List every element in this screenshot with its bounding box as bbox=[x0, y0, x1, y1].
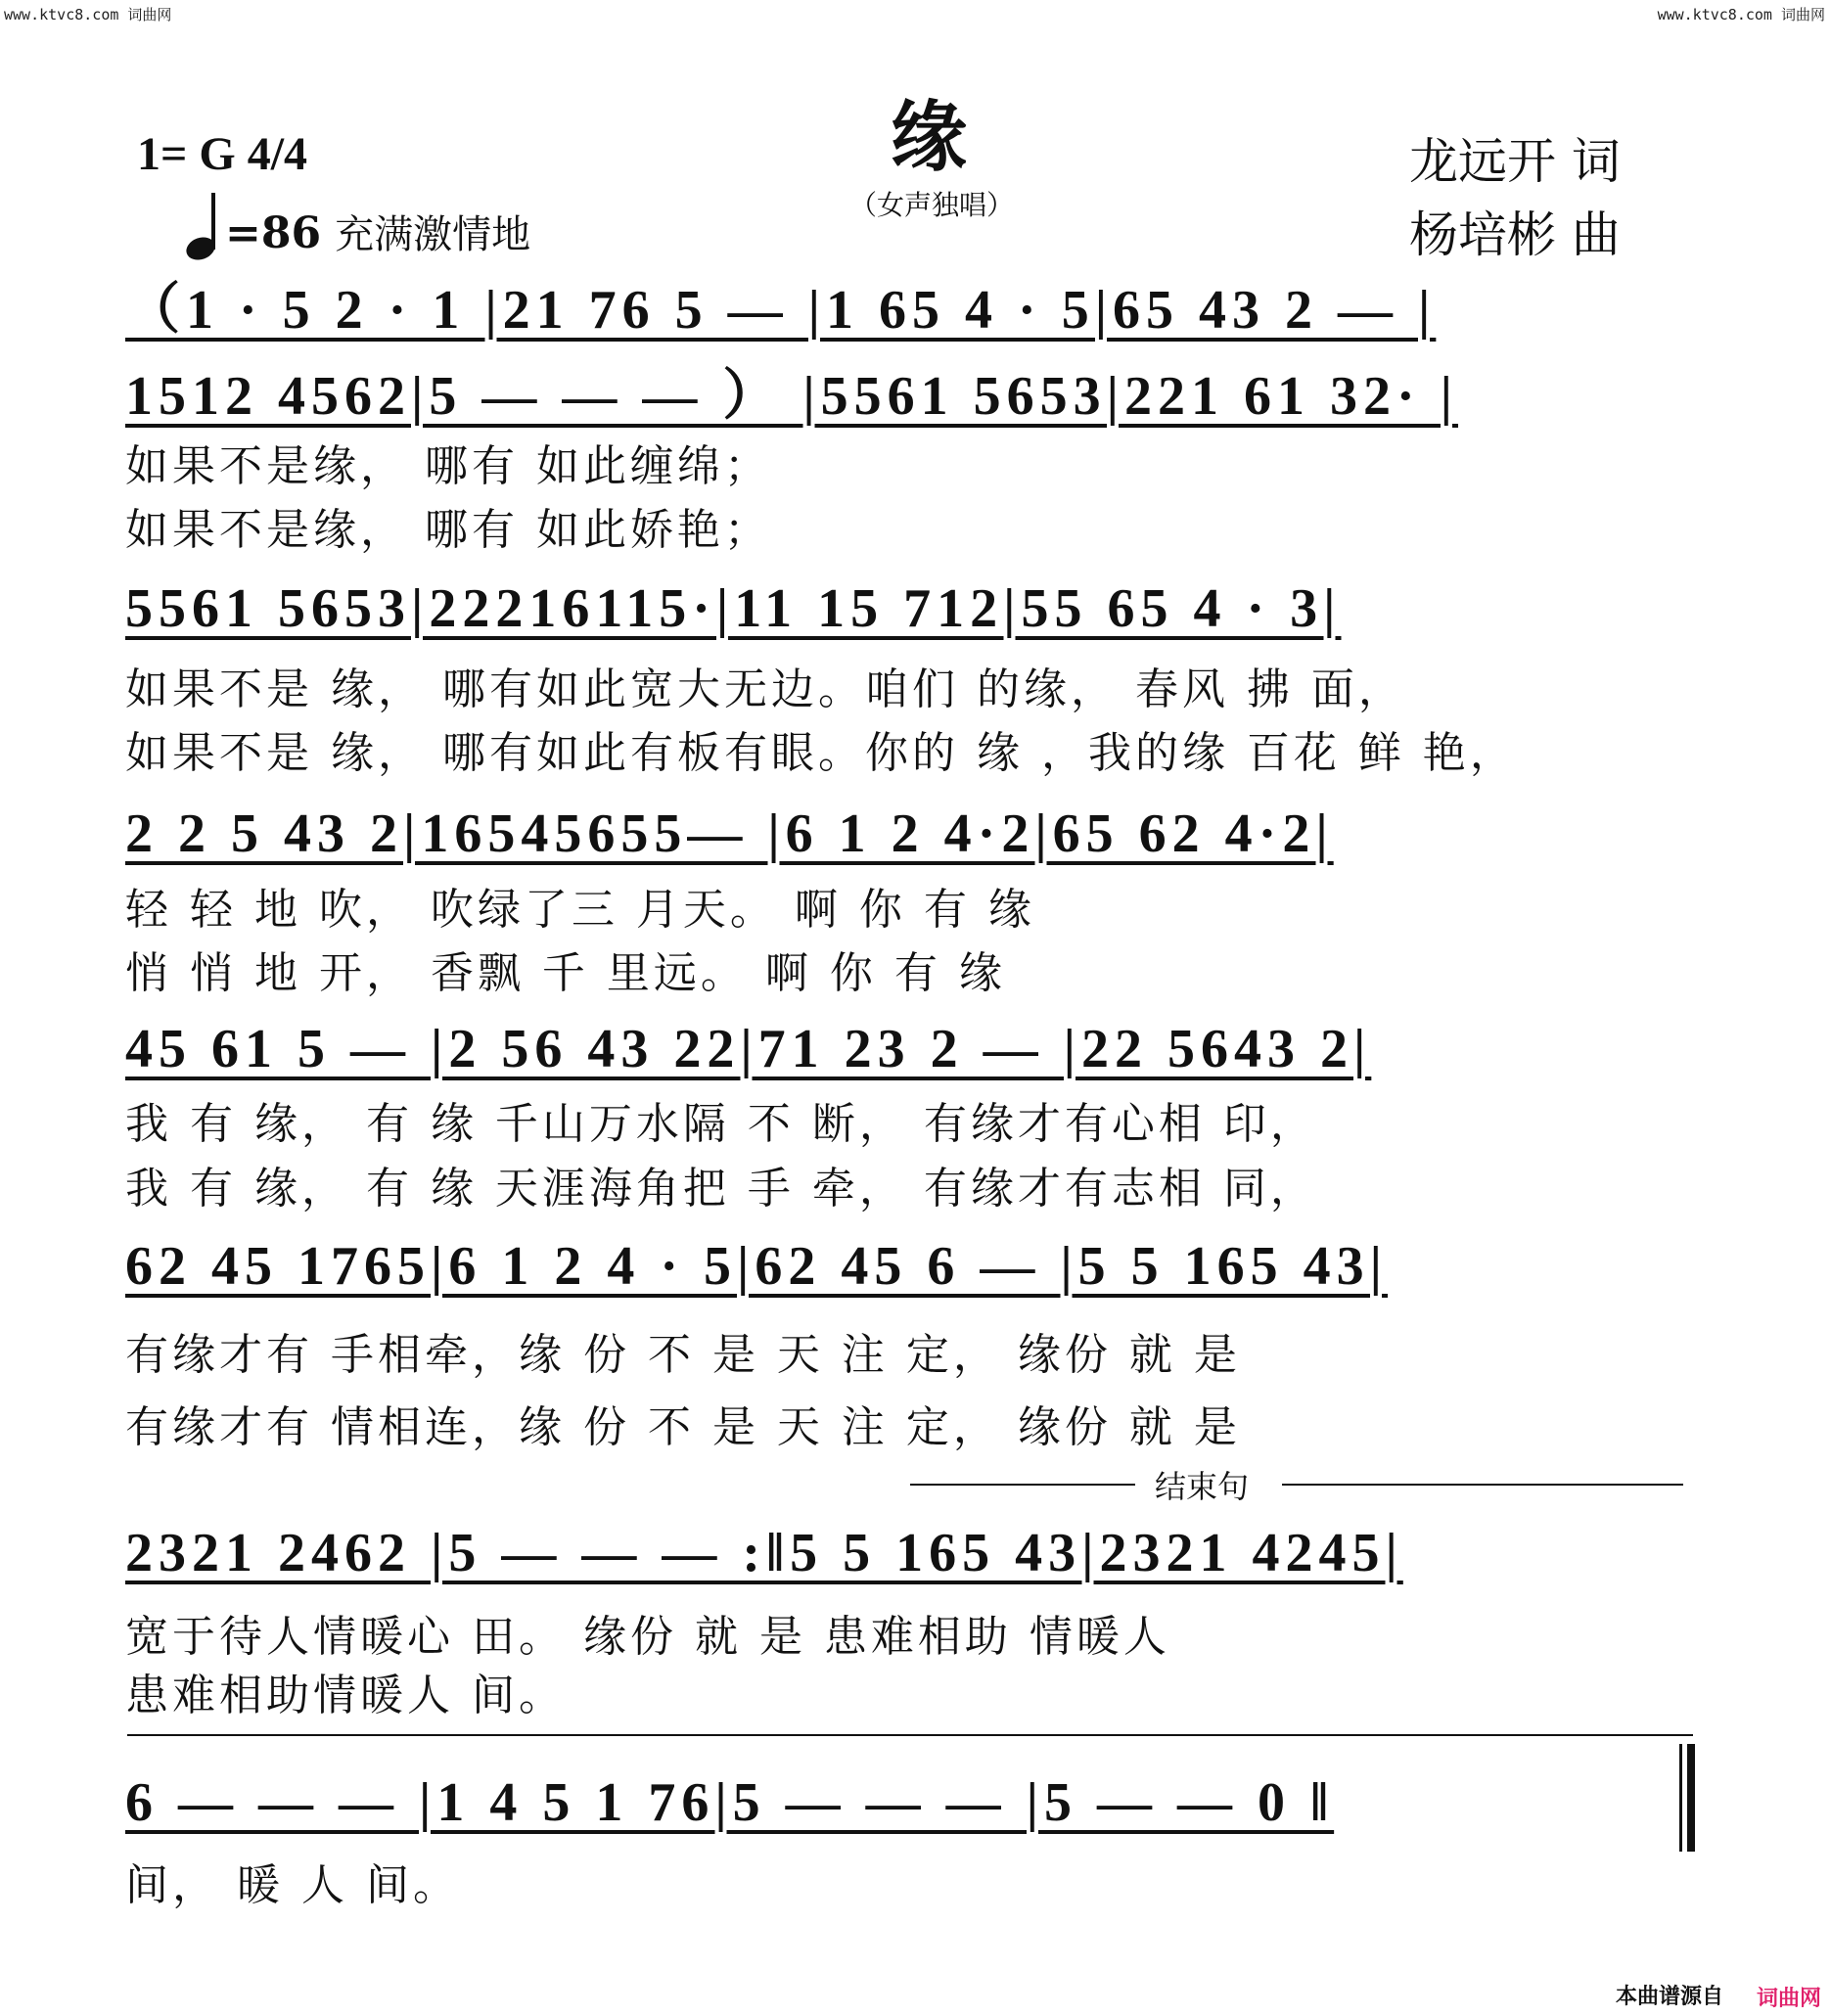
lyric-verse-1: 轻 轻 地 吹， 吹绿了三 月天。 啊 你 有 缘 bbox=[125, 885, 1035, 935]
lyric-verse-1: 如果不是缘， 哪有 如此缠绵； bbox=[125, 441, 771, 491]
composer-credit: 杨培彬 曲 bbox=[1409, 206, 1621, 263]
expression-marking: 充满激情地 bbox=[335, 212, 531, 257]
key-signature: 1= G 4/4 bbox=[137, 128, 308, 180]
tempo-value: =86 bbox=[225, 208, 322, 258]
song-subtitle: （女声独唱） bbox=[849, 189, 1015, 221]
lyric-verse-2: 有缘才有 情相连，缘 份 不 是 天 注 定， 缘份 就 是 bbox=[125, 1402, 1241, 1452]
lyric-verse-1: 间， 暖 人 间。 bbox=[125, 1860, 460, 1910]
notation-line: 62 45 1765|6 1 2 4 · 5|62 45 6 — |5 5 165 43| bbox=[125, 1236, 1389, 1297]
notation-line: 2 2 5 43 2|16545655— |6 1 2 4·2|65 62 4·2| bbox=[125, 803, 1334, 864]
lyric-verse-2: 如果不是缘， 哪有 如此娇艳； bbox=[125, 505, 771, 555]
song-title: 缘 bbox=[891, 93, 968, 182]
notation-line: 2321 2462 |5 — — — :‖5 5 165 43|2321 4245| bbox=[125, 1523, 1403, 1583]
watermark-right: www.ktvc8.com 词曲网 bbox=[1657, 6, 1825, 23]
lyric-verse-2: 如果不是 缘， 哪有如此有板有眼。你的 缘 ，我的缘 百花 鲜 艳， bbox=[125, 728, 1517, 778]
notation-line: 6 — — — |1 4 5 1 76|5 — — — |5 — — 0 ‖ bbox=[125, 1772, 1335, 1833]
notation-line: 45 61 5 — |2 56 43 22|71 23 2 — |22 5643 2| bbox=[125, 1019, 1372, 1079]
lyric-verse-2: 患难相助情暖人 间。 bbox=[125, 1671, 566, 1720]
lyric-verse-1: 如果不是 缘， 哪有如此宽大无边。咱们 的缘， 春风 拂 面， bbox=[125, 664, 1405, 714]
ending-bracket-left bbox=[910, 1484, 1135, 1486]
section-divider bbox=[127, 1734, 1693, 1736]
notation-line: 5561 5653|22216115·|11 15 712|55 65 4 · 3| bbox=[125, 578, 1342, 639]
lyricist-credit: 龙远开 词 bbox=[1409, 133, 1621, 190]
lyric-verse-1: 我 有 缘， 有 缘 千山万水隔 不 断， 有缘才有心相 印， bbox=[125, 1099, 1317, 1149]
ending-bracket-right bbox=[1282, 1484, 1683, 1486]
tempo-marking bbox=[186, 201, 530, 259]
notation-line: （1 · 5 2 · 1 |21 76 5 — |1 65 4 · 5|65 43 2 — | bbox=[125, 280, 1437, 341]
lyric-verse-1: 有缘才有 手相牵，缘 份 不 是 天 注 定， 缘份 就 是 bbox=[125, 1330, 1241, 1380]
final-barline-thick bbox=[1687, 1744, 1695, 1852]
notation-line: 1512 4562|5 — — — ） |5561 5653|221 61 32· | bbox=[125, 366, 1459, 427]
watermark-left: www.ktvc8.com 词曲网 bbox=[4, 6, 172, 23]
final-barline-thin bbox=[1679, 1744, 1682, 1852]
site-logo: 词曲网 bbox=[1756, 1987, 1821, 2011]
quarter-note-icon bbox=[186, 201, 225, 259]
ending-label: 结束句 bbox=[1155, 1468, 1250, 1505]
lyric-verse-1: 宽于待人情暖心 田。 缘份 就 是 患难相助 情暖人 bbox=[125, 1612, 1170, 1662]
lyric-verse-2: 我 有 缘， 有 缘 天涯海角把 手 牵， 有缘才有志相 同， bbox=[125, 1164, 1317, 1214]
source-label: 本曲谱源自 bbox=[1615, 1985, 1723, 2009]
lyric-verse-2: 悄 悄 地 开， 香飘 千 里远。 啊 你 有 缘 bbox=[125, 948, 1006, 998]
